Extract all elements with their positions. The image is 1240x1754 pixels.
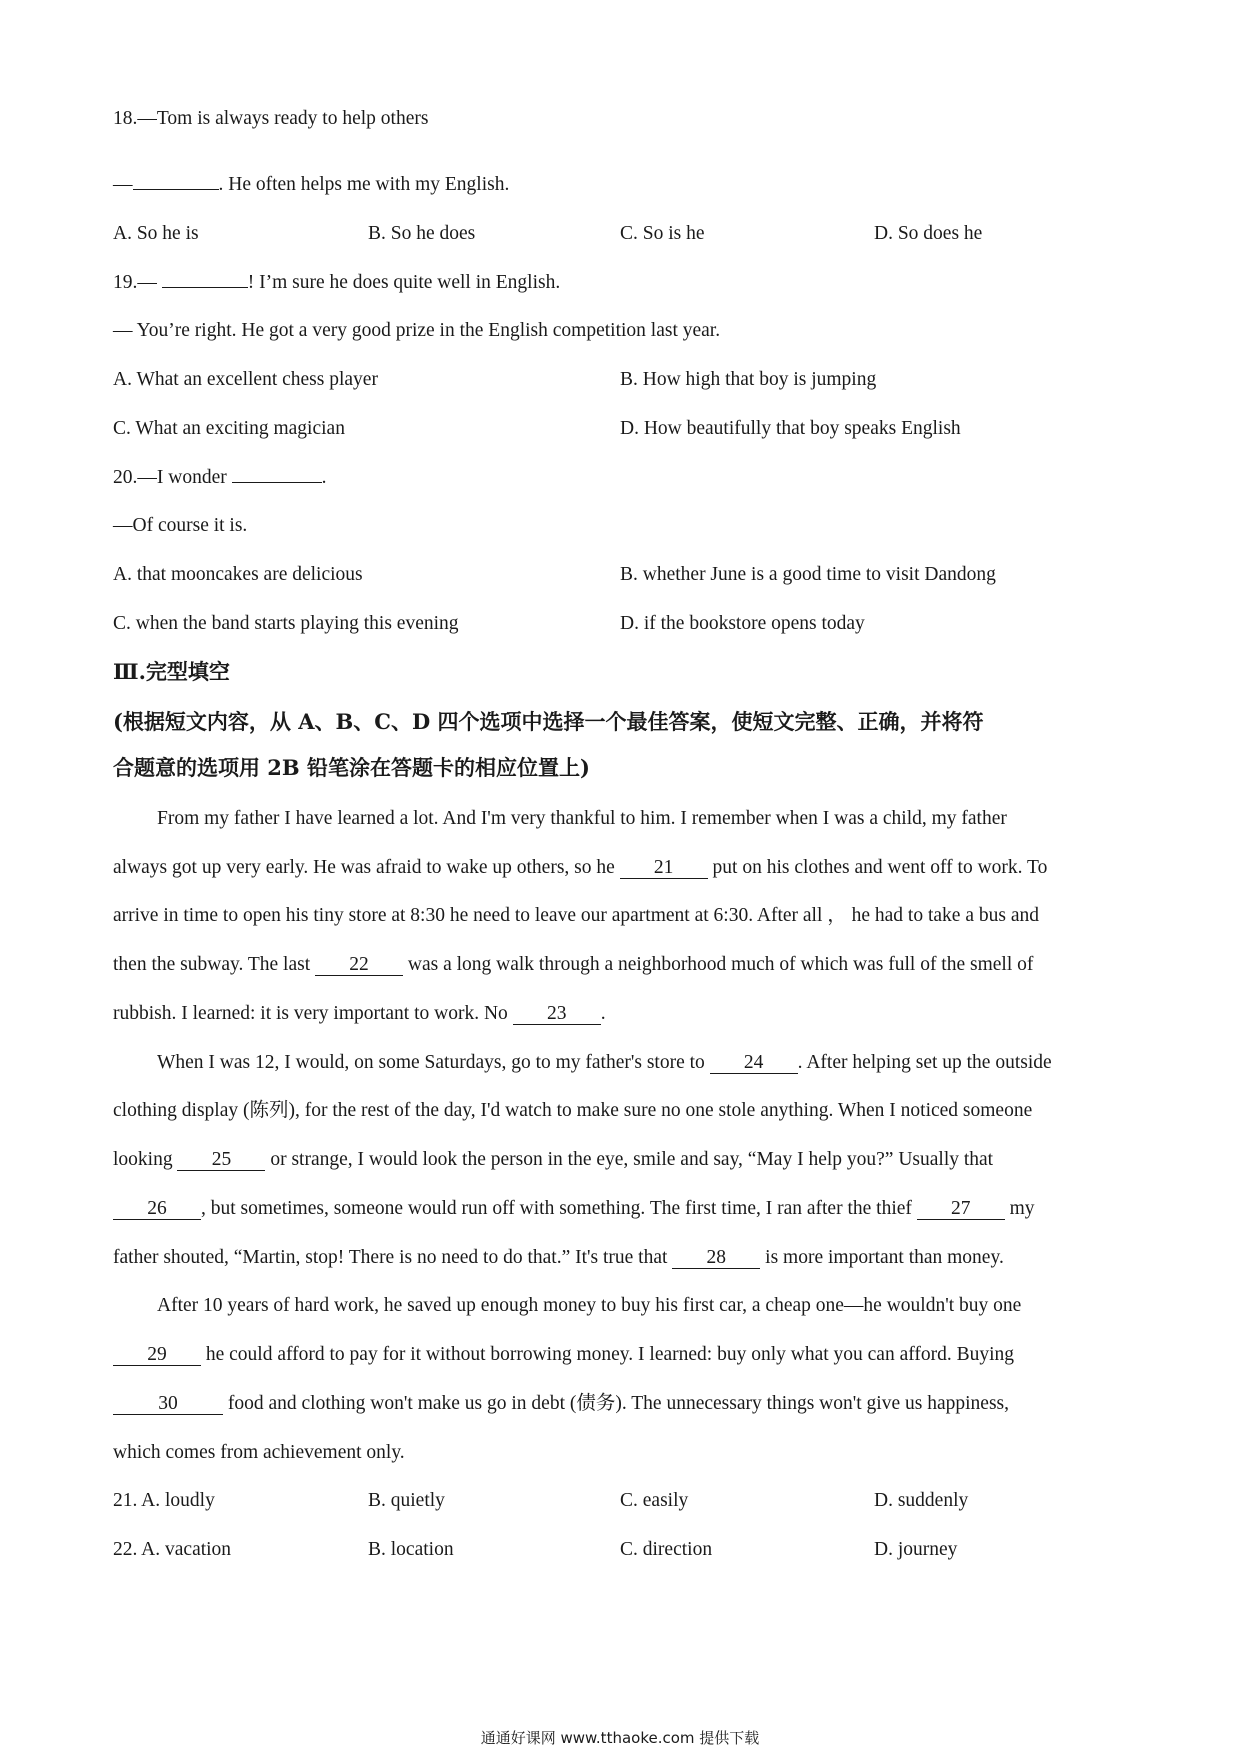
q21-option-b: B. quietly bbox=[368, 1490, 445, 1511]
blank-28: 28 bbox=[672, 1248, 760, 1269]
q21-option-c: C. easily bbox=[620, 1490, 689, 1511]
q18-option-b: B. So he does bbox=[368, 223, 476, 244]
passage-p1-line4 bbox=[113, 953, 1133, 977]
passage-text: always got up very early. He was afraid to wake up others, so he bbox=[113, 857, 620, 878]
passage-p1-line1: From my father I have learned a lot. And I'm very thankful to him. I remember when I was a child, my father bbox=[157, 808, 1007, 829]
q20-prompt-start: 20.—I wonder bbox=[113, 467, 232, 488]
passage-text: food and clothing won't make us go in debt (债务). The unnecessary things won't give us happiness, bbox=[223, 1393, 1009, 1414]
passage-text: or strange, I would look the person in the eye, smile and say, “May I help you?” Usually that bbox=[265, 1149, 994, 1170]
section-instruction-line2: 合题意的选项用 2B 铅笔涂在答题卡的相应位置上) bbox=[113, 755, 590, 780]
passage-text: was a long walk through a neighborhood much of which was full of the smell of bbox=[403, 954, 1034, 975]
passage-p2-line1 bbox=[157, 1051, 1133, 1075]
q20-prompt-rest: . bbox=[321, 467, 327, 488]
passage-text: he could afford to pay for it without borrowing money. I learned: buy only what you can afford. Buying bbox=[201, 1344, 1015, 1365]
blank-21: 21 bbox=[620, 858, 708, 879]
blank-25: 25 bbox=[177, 1150, 265, 1171]
passage-text: my bbox=[1004, 1198, 1035, 1219]
passage-p3-line4: which comes from achievement only. bbox=[113, 1442, 405, 1463]
q22-option-c: C. direction bbox=[620, 1539, 713, 1560]
passage-text: , but sometimes, someone would run off with something. The first time, I ran after the thief bbox=[201, 1198, 917, 1219]
q22-option-d: D. journey bbox=[874, 1539, 958, 1560]
q18-reply bbox=[113, 173, 1133, 197]
section-instruction-line1: (根据短文内容，从 A、B、C、D 四个选项中选择一个最佳答案，使短文完整、正确，并将符 bbox=[113, 709, 984, 734]
passage-text: looking bbox=[113, 1149, 178, 1170]
q19-prompt-rest: ! I’m sure he does quite well in English. bbox=[247, 272, 561, 293]
passage-text: put on his clothes and went off to work. To bbox=[707, 857, 1048, 878]
passage-p2-line3 bbox=[113, 1148, 1133, 1172]
passage-text: father shouted, “Martin, stop! There is no need to do that.” It's true that bbox=[113, 1247, 673, 1268]
passage-p2-line4 bbox=[113, 1197, 1133, 1221]
blank-22: 22 bbox=[315, 955, 403, 976]
q18-reply-dash: — bbox=[113, 174, 133, 195]
q20-option-d: D. if the bookstore opens today bbox=[620, 613, 865, 634]
q20-option-a: A. that mooncakes are delicious bbox=[113, 564, 363, 585]
q19-prompt bbox=[113, 271, 1133, 295]
page-footer: 通通好课网 www.tthaoke.com 提供下载 bbox=[480, 1729, 760, 1747]
passage-text: then the subway. The last bbox=[113, 954, 315, 975]
blank-29: 29 bbox=[113, 1345, 201, 1366]
q22-option-b: B. location bbox=[368, 1539, 454, 1560]
passage-p2-line5 bbox=[113, 1246, 1133, 1270]
passage-text: . After helping set up the outside bbox=[797, 1052, 1052, 1073]
q18-reply-rest: . He often helps me with my English. bbox=[218, 174, 510, 195]
passage-p3-line3 bbox=[113, 1392, 1133, 1416]
q20-prompt bbox=[113, 466, 1133, 490]
q20-option-c: C. when the band starts playing this evening bbox=[113, 613, 459, 634]
q20-option-b: B. whether June is a good time to visit Dandong bbox=[620, 564, 996, 585]
q21-option-d: D. suddenly bbox=[874, 1490, 969, 1511]
blank-27: 27 bbox=[917, 1199, 1005, 1220]
passage-p1-line2 bbox=[113, 856, 1133, 880]
q20-reply: —Of course it is. bbox=[113, 515, 248, 536]
q22-option-a: 22. A. vacation bbox=[113, 1539, 232, 1560]
passage-p2-line2: clothing display (陈列), for the rest of the day, I'd watch to make sure no one stole anything. When I noticed someone bbox=[113, 1100, 1033, 1121]
passage-text: rubbish. I learned: it is very important to work. No bbox=[113, 1003, 513, 1024]
passage-p3-line2 bbox=[113, 1343, 1133, 1367]
q19-option-c: C. What an exciting magician bbox=[113, 418, 345, 439]
q19-reply: — You’re right. He got a very good prize in the English competition last year. bbox=[113, 320, 721, 341]
section-title: Ⅲ.完型填空 bbox=[113, 659, 230, 684]
q21-option-a: 21. A. loudly bbox=[113, 1490, 215, 1511]
passage-p3-line1: After 10 years of hard work, he saved up enough money to buy his first car, a cheap one—he wouldn't buy one bbox=[157, 1295, 1022, 1316]
blank-24: 24 bbox=[710, 1053, 798, 1074]
passage-text: is more important than money. bbox=[760, 1247, 1004, 1268]
q18-blank bbox=[133, 189, 219, 190]
q20-blank bbox=[232, 482, 322, 483]
passage-text: When I was 12, I would, on some Saturdays, go to my father's store to bbox=[157, 1052, 710, 1073]
passage-p1-line3: arrive in time to open his tiny store at 8:30 he need to leave our apartment at 6:30. After all ， he had to take a bus and bbox=[113, 905, 1039, 926]
q19-prompt-start: 19.— bbox=[113, 272, 162, 293]
q18-prompt: 18.—Tom is always ready to help others bbox=[113, 108, 429, 129]
blank-26: 26 bbox=[113, 1199, 201, 1220]
q18-option-c: C. So is he bbox=[620, 223, 705, 244]
q18-option-a: A. So he is bbox=[113, 223, 199, 244]
blank-23: 23 bbox=[513, 1004, 601, 1025]
q19-option-a: A. What an excellent chess player bbox=[113, 369, 378, 390]
passage-text: . bbox=[600, 1003, 606, 1024]
q19-option-b: B. How high that boy is jumping bbox=[620, 369, 877, 390]
blank-30: 30 bbox=[113, 1394, 223, 1415]
q19-blank bbox=[162, 287, 248, 288]
passage-p1-line5 bbox=[113, 1002, 1133, 1026]
q18-option-d: D. So does he bbox=[874, 223, 983, 244]
q19-option-d: D. How beautifully that boy speaks English bbox=[620, 418, 961, 439]
